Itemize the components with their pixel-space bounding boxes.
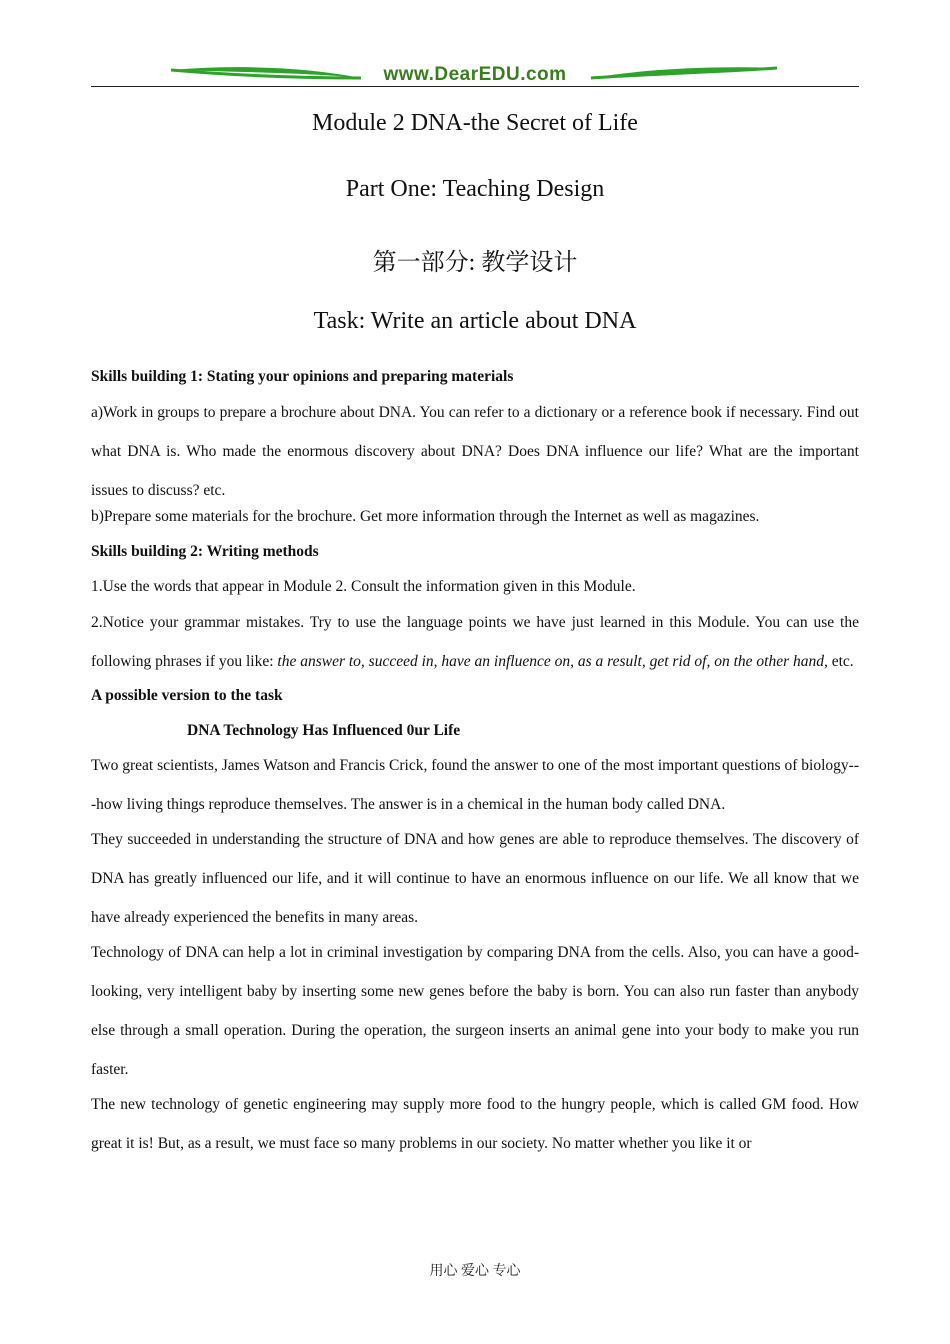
task-title: Task: Write an article about DNA [313, 308, 637, 334]
skills1-heading: Skills building 1: Stating your opinions and preparing materials [91, 368, 514, 385]
page-footer: 用心 爱心 专心 [429, 1264, 521, 1279]
version-heading: A possible version to the task [91, 687, 283, 704]
skills2-item-2-end: etc. [827, 653, 854, 670]
site-logo-text: www.DearEDU.com [383, 64, 567, 85]
document-body [91, 366, 859, 1163]
skills2-phrases: the answer to, succeed in, have an influence on, as a result, get rid of, on the other hand, [277, 653, 828, 670]
article-paragraph-3: Technology of DNA can help a lot in criminal investigation by comparing DNA from the cells. Also, you can have a good-looking, very intelligent baby by inserting some new genes before the baby is born. You can also run faster than anybody else through a small operation. During the operation, the surgeon inserts an animal gene into your body to make you run faster. [91, 944, 859, 1078]
article-paragraph-4: The new technology of genetic engineering may supply more food to the hungry people, which is called GM food. How great it is! But, as a result, we must face so many problems in our society. No matter whether you like it or [91, 1096, 859, 1152]
header-rule [91, 86, 859, 87]
article-paragraph-2: They succeeded in understanding the structure of DNA and how genes are able to reproduce themselves. The discovery of DNA has greatly influenced our life, and it will continue to have an enormous influence on our life. We all know that we have already experienced the benefits in many areas. [91, 831, 859, 926]
article-paragraph-1: Two great scientists, James Watson and Francis Crick, found the answer to one of the most important questions of biology---how living things reproduce themselves. The answer is in a chemical in the human body called DNA. [91, 757, 859, 813]
part-title: Part One: Teaching Design [345, 176, 605, 202]
module-title: Module 2 DNA-the Secret of Life [312, 110, 638, 136]
article-title: DNA Technology Has Influenced 0ur Life [187, 722, 461, 739]
skills2-item-1: 1.Use the words that appear in Module 2. Consult the information given in this Module. [91, 578, 636, 595]
skills1-item-a: a)Work in groups to prepare a brochure about DNA. You can refer to a dictionary or a reference book if necessary. Find out what DNA is. Who made the enormous discovery about DNA? Does DNA influence our life? What are the important issues to discuss? etc. [91, 404, 859, 499]
skills2-heading: Skills building 2: Writing methods [91, 543, 319, 560]
part-title-chinese: 第一部分: 教学设计 [372, 250, 578, 276]
skills2-item-2 [91, 603, 859, 681]
skills2-item-2-text: 2.Notice your grammar mistakes. Try to use the language points we have just learned in this Module. You can use the following phrases if you like: [91, 614, 859, 670]
skills1-item-b: b)Prepare some materials for the brochure. Get more information through the Internet as well as magazines. [91, 508, 760, 525]
